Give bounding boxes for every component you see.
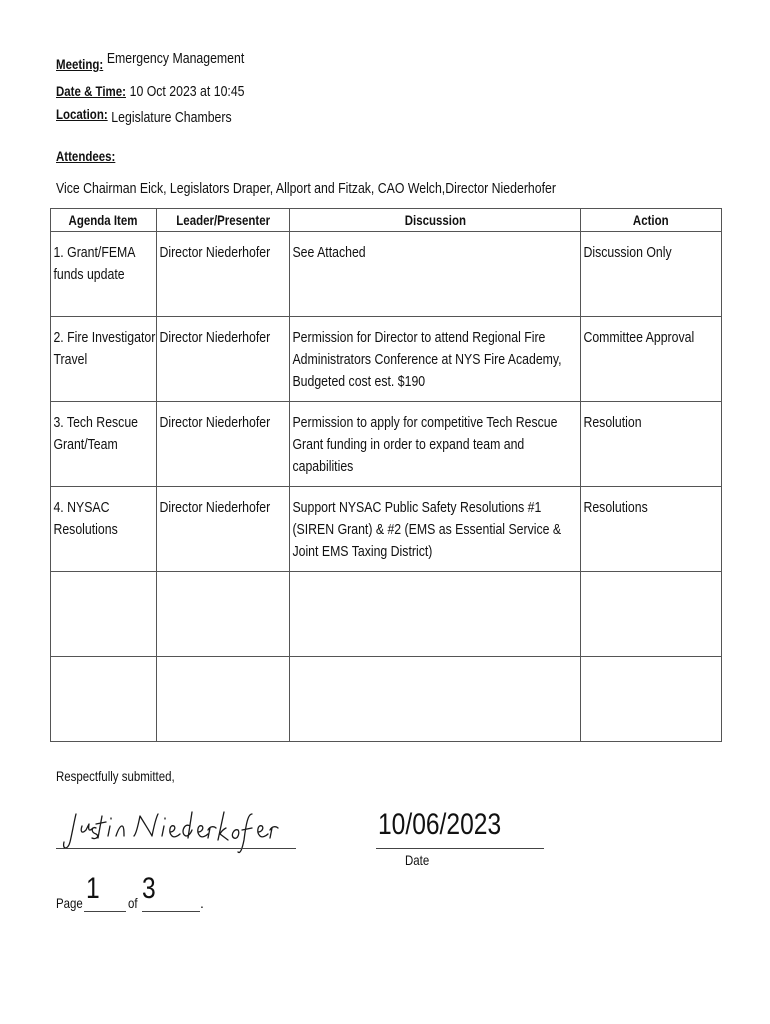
attendees-list-text: Vice Chairman Eick, Legislators Draper, Allport and Fitzak, CAO Welch,Director Niederhofer	[56, 180, 556, 197]
leader-cell: Director Niederhofer	[157, 317, 290, 402]
location-row	[56, 106, 270, 124]
leader-cell	[157, 572, 290, 657]
location-label: Location:	[56, 106, 108, 122]
agenda-item-cell: 2. Fire Investigator Travel	[51, 317, 157, 402]
date-label-text: Date	[405, 852, 430, 868]
closing-text-label: Respectfully submitted,	[56, 768, 175, 784]
of-label: of	[128, 895, 138, 911]
page-number: 1	[86, 872, 100, 905]
table-row	[51, 232, 722, 317]
agenda-item-cell: 4. NYSAC Resolutions	[51, 487, 157, 572]
discussion-cell: Support NYSAC Public Safety Resolutions #1 (SIREN Grant) & #2 (EMS as Essential Service & Joint EMS Taxing District)	[290, 487, 581, 572]
column-header-action: Action	[581, 209, 722, 232]
datetime-label: Date & Time:	[56, 83, 126, 99]
table-row	[51, 402, 722, 487]
date-line	[376, 848, 544, 849]
action-cell: Resolution	[581, 402, 722, 487]
column-header-agenda-item: Agenda Item	[51, 209, 157, 232]
page-label: Page	[56, 895, 83, 911]
discussion-cell: See Attached	[290, 232, 581, 317]
column-header-leader: Leader/Presenter	[157, 209, 290, 232]
action-cell: Committee Approval	[581, 317, 722, 402]
page-number-line	[84, 911, 126, 912]
date-label	[405, 852, 435, 868]
leader-cell	[157, 657, 290, 742]
signature-line	[56, 848, 296, 849]
discussion-cell: Permission for Director to attend Regional Fire Administrators Conference at NYS Fire Academy, Budgeted cost est. $190	[290, 317, 581, 402]
datetime-row	[56, 83, 286, 101]
attendees-label	[56, 148, 128, 166]
leader-cell: Director Niederhofer	[157, 487, 290, 572]
action-cell: Discussion Only	[581, 232, 722, 317]
meeting-label: Meeting:	[56, 56, 104, 72]
attendees-label-text: Attendees:	[56, 148, 116, 164]
table-row	[51, 487, 722, 572]
meeting-row	[56, 50, 286, 74]
action-cell: Resolutions	[581, 487, 722, 572]
column-header-discussion: Discussion	[290, 209, 581, 232]
closing-text	[56, 768, 201, 784]
page-period: .	[200, 895, 204, 911]
discussion-cell	[290, 657, 581, 742]
leader-cell: Director Niederhofer	[157, 402, 290, 487]
table-row	[51, 317, 722, 402]
page-total: 3	[142, 872, 156, 905]
date-value	[378, 808, 528, 842]
action-cell	[581, 657, 722, 742]
page-indicator	[56, 872, 256, 916]
leader-cell: Director Niederhofer	[157, 232, 290, 317]
table-row-empty	[51, 572, 722, 657]
discussion-cell: Permission to apply for competitive Tech Rescue Grant funding in order to expand team and capabilities	[290, 402, 581, 487]
table-row-empty	[51, 657, 722, 742]
date-value-text: 10/06/2023	[378, 808, 502, 841]
action-cell	[581, 572, 722, 657]
location-value: Legislature Chambers	[111, 109, 232, 126]
page-total-line	[142, 911, 200, 912]
agenda-item-cell	[51, 572, 157, 657]
datetime-value: 10 Oct 2023 at 10:45	[129, 83, 245, 100]
agenda-item-cell	[51, 657, 157, 742]
discussion-cell	[290, 572, 581, 657]
agenda-item-cell: 1. Grant/FEMA funds update	[51, 232, 157, 317]
agenda-item-cell: 3. Tech Rescue Grant/Team	[51, 402, 157, 487]
meeting-value: Emergency Management	[106, 50, 245, 67]
attendees-list	[56, 180, 666, 197]
agenda-table	[50, 208, 722, 742]
table-header-row	[51, 209, 722, 232]
